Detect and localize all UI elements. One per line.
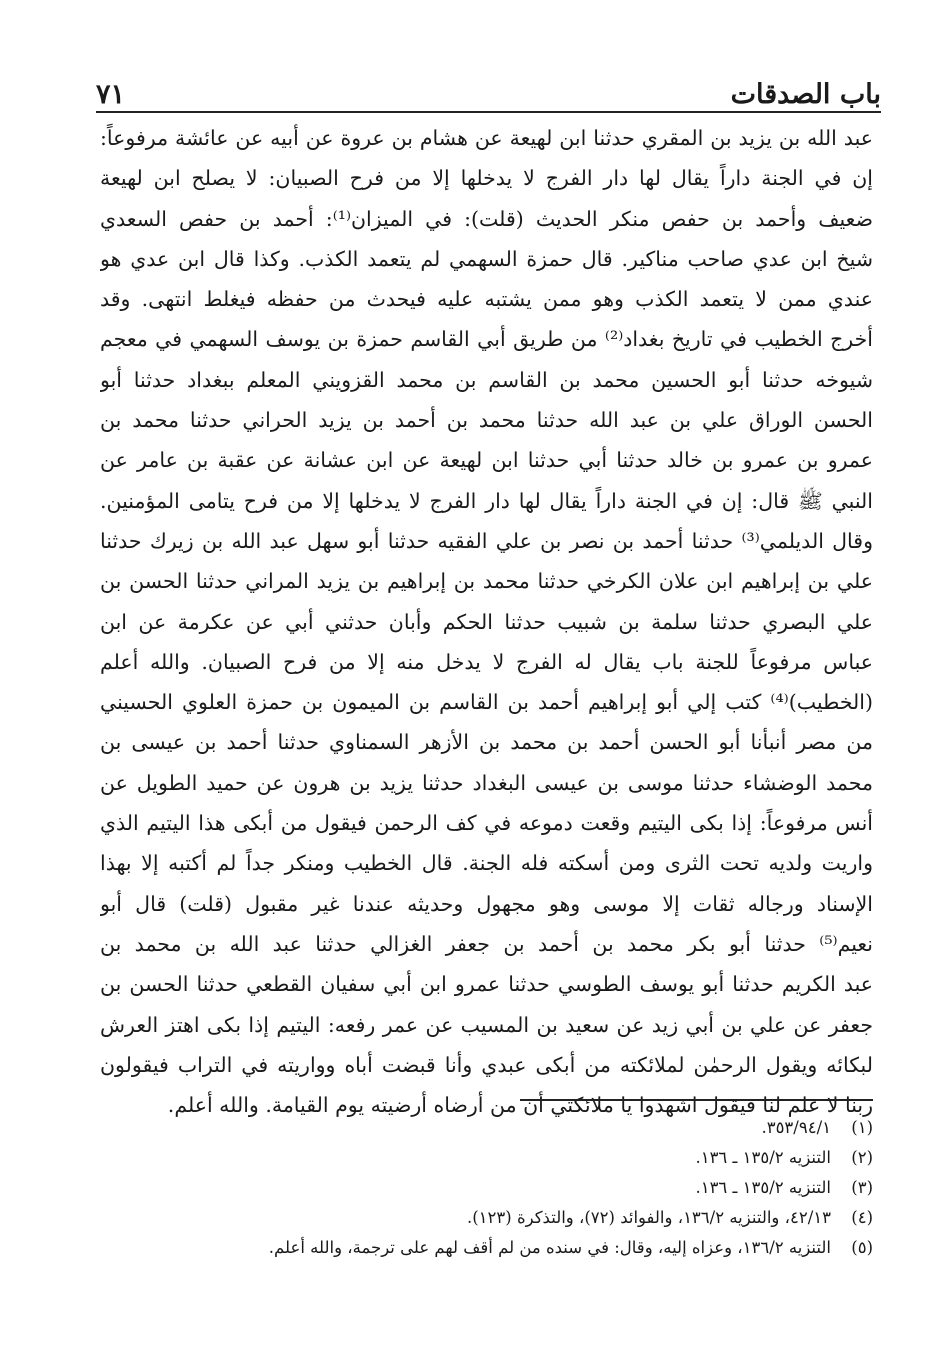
main-text [100,118,873,1125]
footnote-number: (٤) [851,1208,873,1227]
footnote-number: (٥) [851,1238,873,1257]
text-line: محمد الوضشاء حدثنا موسى بن عيسى البغداد حدثنا يزيد بن هرون عن حميد الطويل عن [100,770,873,795]
footnote [100,1143,873,1173]
header-rule [96,111,881,113]
text-line: جعفر عن علي بن أبي زيد عن سعيد بن المسيب عن عمر رفعه: اليتيم إذا بكى اهتز العرش [100,1012,873,1037]
text-line: الإسناد ورجاله ثقات إلا موسى وهو مجهول وحديثه عندنا غير مقبول (قلت) قال أبو [100,891,873,916]
page-number: ٧١ [96,79,126,110]
text-line: عندي ممن لا يتعمد الكذب وهو ممن يشتبه عليه فيحدث من حفظه فيغلط انتهى. وقد [100,287,873,312]
text-line: لبكائه ويقول الرحمٰن لملائكته من أبكى عبدي وأنا قبضت أباه وواريته في التراب فيقولون [100,1052,873,1077]
footnote-separator [520,1099,873,1101]
text-line: النبي ﷺ قال: إن في الجنة داراً يقال لها دار الفرج لا يدخلها إلا من فرح يتامى المؤمنين. [100,488,873,513]
text-line: عباس مرفوعاً للجنة باب يقال له الفرج لا يدخل منه إلا من فرح الصبيان. والله أعلم [100,649,873,674]
text-line: عمرو بن عمرو بن خالد حدثنا أبي حدثنا ابن لهيعة عن ابن عشانة عن عقبة بن عامر عن [100,448,873,473]
footnote [100,1173,873,1203]
text-line: شيوخه حدثنا أبو الحسين محمد بن القاسم بن محمد القزويني المعلم ببغداد حدثنا أبو [100,367,873,392]
footnotes [100,1113,873,1263]
text-line: أخرج الخطيب في تاريخ بغداد⁽²⁾ من طريق أبي القاسم حمزة بن يوسف السهمي في معجم [100,327,873,352]
text-line: أنس مرفوعاً: إذا بكى اليتيم وقعت دموعه في كف الرحمن فيقول من أبكى هذا اليتيم الذي [100,811,873,836]
footnote-text: التنزيه ١٣٦/٢، وعزاه إليه، وقال: في سنده من لم أقف لهم على ترجمة، والله أعلم. [268,1238,831,1257]
footnote-text: التنزيه ١٣٥/٢ ـ ١٣٦. [695,1178,831,1197]
text-line: وقال الديلمي⁽³⁾ حدثنا أحمد بن نصر بن علي الفقيه حدثنا أبو سهل عبد الله بن زيرك حدثنا [100,528,873,553]
text-line: واريت ولديه تحت الثرى ومن أسكته فله الجنة. قال الخطيب ومنكر جداً لم أكتبه إلا بهذا [100,851,873,876]
text-line: ضعيف وأحمد بن حفص منكر الحديث (قلت): في الميزان⁽¹⁾: أحمد بن حفص السعدي [100,206,873,231]
footnote-text: التنزيه ١٣٥/٢ ـ ١٣٦. [695,1148,831,1167]
text-line: علي بن إبراهيم ابن علان الكرخي حدثنا محمد بن إبراهيم بن يزيد المراني حدثنا الحسن بن [100,569,873,594]
text-line: عبد الكريم حدثنا أبو يوسف الطوسي حدثنا عمرو ابن أبي سفيان القطعي حدثنا الحسن بن [100,972,873,997]
text-line: الحسن الوراق علي بن عبد الله حدثنا محمد بن أحمد بن يزيد الحراني حدثنا محمد بن [100,408,873,433]
footnote-text: ٣٥٣/٩٤/١. [761,1118,831,1137]
footnote-number: (١) [851,1118,873,1137]
footnote [100,1113,873,1143]
text-line: نعيم⁽⁵⁾ حدثنا أبو بكر محمد بن أحمد بن جعفر الغزالي حدثنا عبد الله بن محمد بن [100,931,873,956]
footnote [100,1233,873,1263]
footnote [100,1203,873,1233]
text-line: ربنا لا علم لنا فيقول اشهدوا يا ملائكتي أن من أرضاه أرضيته يوم القيامة. والله أعلم. [167,1093,873,1118]
chapter-title: باب الصدقات [730,79,881,110]
footnote-number: (٣) [851,1178,873,1197]
running-header [96,60,881,108]
text-line: علي البصري حدثنا سلمة بن شبيب حدثنا الحكم وأبان حدثني أبي عن عكرمة عن ابن [100,609,873,634]
text-line: من مصر أنبأنا أبو الحسن أحمد بن محمد بن الأزهر السمناوي حدثنا أحمد بن عيسى بن [100,730,873,755]
footnote-number: (٢) [851,1148,873,1167]
text-line: (الخطيب)⁽⁴⁾ كتب إلي أبو إبراهيم أحمد بن القاسم بن الميمون بن حمزة العلوي الحسيني [100,690,873,715]
text-line: شيخ ابن عدي صاحب مناكير. قال حمزة السهمي لم يتعمد الكذب. وكذا قال ابن عدي هو [100,246,873,271]
text-line: إن في الجنة داراً يقال لها دار الفرج لا يدخلها إلا من فرح الصبيان: لا يصلح ابن لهيعة [100,166,873,191]
text-line: عبد الله بن يزيد بن المقري حدثنا ابن لهيعة عن هشام بن عروة عن أبيه عن عائشة مرفوعاً: [100,126,873,150]
footnote-text: ٤٢/١٣، والتنزيه ١٣٦/٢، والفوائد (٧٢)، والتذكرة (١٢٣). [466,1208,831,1227]
